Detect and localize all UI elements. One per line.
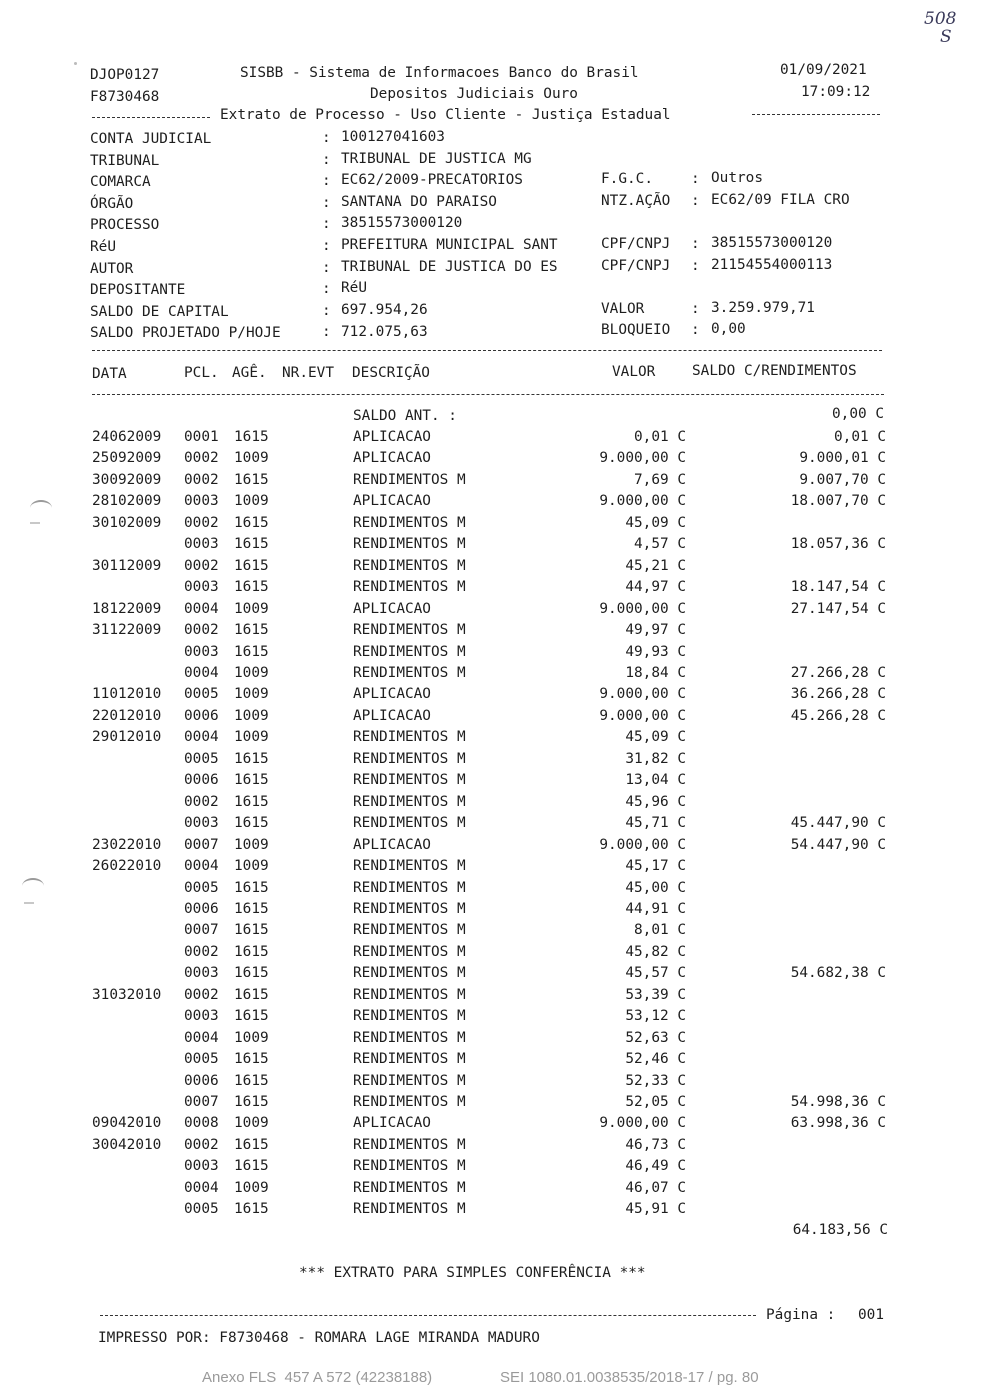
- ntz-sep: :: [691, 193, 700, 209]
- row-amount: 7,69 C: [634, 471, 686, 488]
- row-balance: 54.998,36 C: [790, 1093, 886, 1110]
- row-date: 18122009: [92, 600, 162, 617]
- row-agency: 1009: [234, 858, 269, 874]
- row-description: RENDIMENTOS M: [353, 879, 466, 896]
- row-amount: 45,96 C: [625, 793, 686, 810]
- row-pcl: 0002: [184, 793, 219, 810]
- row-date: 23022010: [92, 836, 162, 853]
- reu-cpf-label: CPF/CNPJ: [601, 236, 671, 252]
- row-pcl: 0007: [184, 836, 219, 853]
- row-description: RENDIMENTOS M: [353, 900, 466, 917]
- orgao-label: ÓRGÃO: [90, 196, 134, 212]
- row-amount: 44,97 C: [625, 579, 686, 596]
- row-pcl: 0006: [184, 1072, 219, 1089]
- conference-notice: *** EXTRATO PARA SIMPLES CONFERÊNCIA ***: [299, 1265, 646, 1281]
- row-description: RENDIMENTOS M: [353, 943, 466, 960]
- row-agency: 1615: [234, 943, 269, 960]
- row-amount: 31,82 C: [625, 750, 686, 767]
- separator-footer: [100, 1315, 756, 1316]
- punch-hole-tail-top: [30, 522, 40, 524]
- row-description: RENDIMENTOS M: [353, 815, 466, 832]
- row-agency: 1615: [234, 579, 269, 596]
- row-amount: 52,33 C: [625, 1072, 686, 1089]
- row-pcl: 0002: [184, 557, 219, 574]
- row-amount: 9.000,00 C: [599, 686, 686, 703]
- depositante-label: DEPOSITANTE: [90, 282, 186, 298]
- row-description: RENDIMENTOS M: [353, 471, 466, 488]
- page-number: 001: [858, 1307, 884, 1323]
- printed-by: IMPRESSO POR: F8730468 - ROMARA LAGE MIRANDA MADURO: [98, 1330, 540, 1346]
- row-amount: 45,82 C: [625, 943, 686, 960]
- row-date: 22012010: [92, 707, 162, 724]
- autor-cpf-value: 21154554000113: [711, 257, 833, 273]
- row-pcl: 0008: [184, 1115, 219, 1132]
- row-description: APLICACAO: [353, 429, 431, 445]
- comarca-value: EC62/2009-PRECATORIOS: [341, 172, 523, 188]
- row-amount: 52,05 C: [625, 1093, 686, 1110]
- bloqueio-label: BLOQUEIO: [601, 322, 671, 338]
- row-amount: 45,00 C: [625, 879, 686, 896]
- punch-hole-mark-bottom: [22, 878, 44, 894]
- row-agency: 1615: [234, 643, 269, 660]
- punch-hole-mark-top: [30, 500, 52, 516]
- row-pcl: 0006: [184, 900, 219, 917]
- row-amount: 45,09 C: [625, 729, 686, 746]
- row-amount: 9.000,00 C: [599, 836, 686, 853]
- row-pcl: 0005: [184, 1201, 219, 1218]
- row-agency: 1615: [234, 429, 269, 445]
- row-balance: 18.057,36 C: [790, 536, 886, 553]
- saldo-projetado-sep: :: [322, 324, 331, 340]
- row-date: 31032010: [92, 986, 162, 1003]
- annex-reference: Anexo FLS 457 A 572 (42238188): [202, 1369, 433, 1386]
- row-pcl: 0007: [184, 922, 219, 939]
- row-agency: 1009: [234, 600, 269, 617]
- row-date: 11012010: [92, 686, 162, 703]
- row-description: APLICACAO: [353, 1115, 431, 1132]
- row-pcl: 0006: [184, 707, 219, 724]
- row-agency: 1615: [234, 1093, 269, 1110]
- row-amount: 9.000,00 C: [599, 707, 686, 724]
- col-header-data: DATA: [92, 366, 127, 382]
- row-pcl: 0001: [184, 429, 219, 445]
- saldo-capital-label: SALDO DE CAPITAL: [90, 304, 229, 320]
- row-description: APLICACAO: [353, 493, 431, 510]
- row-description: APLICACAO: [353, 450, 431, 467]
- row-balance: 9.000,01 C: [799, 450, 886, 467]
- row-balance: 0,01 C: [834, 429, 886, 445]
- ntz-value: EC62/09 FILA CRO: [711, 192, 850, 208]
- row-amount: 45,17 C: [625, 858, 686, 874]
- row-description: RENDIMENTOS M: [353, 965, 466, 982]
- row-amount: 46,73 C: [625, 1136, 686, 1153]
- title-rule-left: [92, 117, 210, 118]
- saldo-anterior-label: SALDO ANT. :: [353, 408, 457, 424]
- handwritten-number: 508: [924, 9, 957, 29]
- row-description: RENDIMENTOS M: [353, 922, 466, 939]
- sei-reference: SEI 1080.01.0038535/2018-17 / pg. 80: [500, 1369, 759, 1386]
- reu-sep: :: [322, 238, 331, 254]
- reu-cpf-sep: :: [691, 236, 700, 252]
- row-agency: 1615: [234, 986, 269, 1003]
- final-balance: 64.183,56 C: [792, 1222, 888, 1238]
- row-agency: 1615: [234, 514, 269, 531]
- row-balance: 18.007,70 C: [790, 493, 886, 510]
- reu-label: RéU: [90, 239, 116, 255]
- row-description: RENDIMENTOS M: [353, 1179, 466, 1196]
- valor-label: VALOR: [601, 301, 645, 317]
- row-date: 31122009: [92, 622, 162, 638]
- saldo-capital-sep: :: [322, 303, 331, 319]
- separator-header: [92, 394, 884, 395]
- row-agency: 1009: [234, 1115, 269, 1132]
- row-description: RENDIMENTOS M: [353, 1072, 466, 1089]
- row-balance: 45.266,28 C: [790, 707, 886, 724]
- bloqueio-value: 0,00: [711, 321, 746, 337]
- row-date: 09042010: [92, 1115, 162, 1132]
- handwritten-letter: S: [940, 27, 952, 47]
- row-pcl: 0004: [184, 600, 219, 617]
- report-date: 01/09/2021: [780, 62, 867, 78]
- row-description: RENDIMENTOS M: [353, 729, 466, 746]
- row-description: RENDIMENTOS M: [353, 536, 466, 553]
- reu-cpf-value: 38515573000120: [711, 235, 833, 251]
- autor-label: AUTOR: [90, 261, 134, 277]
- system-title: SISBB - Sistema de Informacoes Banco do Brasil: [240, 65, 639, 81]
- row-amount: 52,63 C: [625, 1029, 686, 1046]
- row-description: RENDIMENTOS M: [353, 858, 466, 874]
- saldo-anterior-value: 0,00 C: [832, 406, 884, 422]
- row-amount: 13,04 C: [625, 772, 686, 789]
- row-agency: 1615: [234, 1136, 269, 1153]
- row-agency: 1009: [234, 1029, 269, 1046]
- row-balance: 27.266,28 C: [790, 665, 886, 681]
- row-pcl: 0005: [184, 879, 219, 896]
- conta-label: CONTA JUDICIAL: [90, 131, 212, 147]
- row-balance: 45.447,90 C: [790, 815, 886, 832]
- row-description: RENDIMENTOS M: [353, 1201, 466, 1218]
- orgao-sep: :: [322, 195, 331, 211]
- row-pcl: 0005: [184, 750, 219, 767]
- row-agency: 1009: [234, 686, 269, 703]
- valor-sep: :: [691, 301, 700, 317]
- fgc-value: Outros: [711, 170, 763, 186]
- row-agency: 1615: [234, 1201, 269, 1218]
- row-amount: 4,57 C: [634, 536, 686, 553]
- row-pcl: 0002: [184, 986, 219, 1003]
- page-label: Página :: [766, 1307, 836, 1323]
- row-pcl: 0005: [184, 686, 219, 703]
- row-amount: 0,01 C: [634, 429, 686, 445]
- row-description: APLICACAO: [353, 836, 431, 853]
- row-agency: 1009: [234, 707, 269, 724]
- row-description: RENDIMENTOS M: [353, 643, 466, 660]
- row-amount: 49,93 C: [625, 643, 686, 660]
- row-date: 30102009: [92, 514, 162, 531]
- row-amount: 49,97 C: [625, 622, 686, 638]
- bloqueio-sep: :: [691, 322, 700, 338]
- conta-sep: :: [322, 130, 331, 146]
- row-pcl: 0004: [184, 665, 219, 681]
- row-date: 30092009: [92, 471, 162, 488]
- row-pcl: 0004: [184, 1179, 219, 1196]
- col-header-nrevt: NR.EVT: [282, 365, 334, 381]
- row-agency: 1009: [234, 1179, 269, 1196]
- saldo-projetado-value: 712.075,63: [341, 324, 428, 340]
- autor-cpf-sep: :: [691, 258, 700, 274]
- row-amount: 9.000,00 C: [599, 493, 686, 510]
- autor-sep: :: [322, 260, 331, 276]
- row-date: 28102009: [92, 493, 162, 510]
- row-amount: 46,49 C: [625, 1158, 686, 1175]
- row-amount: 9.000,00 C: [599, 1115, 686, 1132]
- row-description: RENDIMENTOS M: [353, 793, 466, 810]
- row-pcl: 0007: [184, 1093, 219, 1110]
- row-date: 25092009: [92, 450, 162, 467]
- depositante-sep: :: [322, 281, 331, 297]
- tribunal-label: TRIBUNAL: [90, 153, 160, 169]
- col-header-descricao: DESCRIÇÃO: [352, 365, 430, 381]
- row-agency: 1615: [234, 793, 269, 810]
- reu-value: PREFEITURA MUNICIPAL SANT: [341, 237, 558, 253]
- orgao-value: SANTANA DO PARAISO: [341, 194, 497, 210]
- row-balance: 54.447,90 C: [790, 836, 886, 853]
- punch-hole-tail-bottom: [24, 902, 34, 904]
- program-code: DJOP0127: [90, 67, 160, 83]
- col-header-age: AGÊ.: [232, 365, 267, 381]
- row-description: RENDIMENTOS M: [353, 1093, 466, 1110]
- row-amount: 45,71 C: [625, 815, 686, 832]
- comarca-label: COMARCA: [90, 174, 151, 190]
- row-description: RENDIMENTOS M: [353, 986, 466, 1003]
- subsystem-title: Depositos Judiciais Ouro: [370, 86, 578, 102]
- row-description: APLICACAO: [353, 707, 431, 724]
- row-agency: 1615: [234, 1051, 269, 1067]
- row-agency: 1615: [234, 815, 269, 832]
- row-pcl: 0004: [184, 858, 219, 874]
- row-agency: 1615: [234, 622, 269, 638]
- row-amount: 44,91 C: [625, 900, 686, 917]
- row-amount: 45,91 C: [625, 1201, 686, 1218]
- row-agency: 1615: [234, 965, 269, 982]
- saldo-capital-value: 697.954,26: [341, 302, 428, 318]
- scan-speck: [74, 62, 77, 65]
- row-agency: 1615: [234, 772, 269, 789]
- comarca-sep: :: [322, 173, 331, 189]
- row-description: RENDIMENTOS M: [353, 1008, 466, 1025]
- row-balance: 9.007,70 C: [799, 471, 886, 488]
- user-code: F8730468: [90, 89, 160, 105]
- depositante-value: RéU: [341, 280, 367, 296]
- row-agency: 1615: [234, 471, 269, 488]
- row-pcl: 0003: [184, 815, 219, 832]
- row-amount: 9.000,00 C: [599, 600, 686, 617]
- row-amount: 45,21 C: [625, 557, 686, 574]
- row-pcl: 0003: [184, 643, 219, 660]
- row-pcl: 0003: [184, 493, 219, 510]
- row-agency: 1615: [234, 557, 269, 574]
- processo-label: PROCESSO: [90, 217, 160, 233]
- row-pcl: 0003: [184, 965, 219, 982]
- row-pcl: 0004: [184, 729, 219, 746]
- row-pcl: 0002: [184, 1136, 219, 1153]
- separator-top: [92, 350, 882, 351]
- row-description: RENDIMENTOS M: [353, 557, 466, 574]
- row-balance: 27.147,54 C: [790, 600, 886, 617]
- fgc-sep: :: [691, 171, 700, 187]
- autor-value: TRIBUNAL DE JUSTICA DO ES: [341, 259, 558, 275]
- row-agency: 1615: [234, 879, 269, 896]
- row-amount: 45,09 C: [625, 514, 686, 531]
- row-agency: 1615: [234, 1158, 269, 1175]
- processo-sep: :: [322, 216, 331, 232]
- row-description: RENDIMENTOS M: [353, 1136, 466, 1153]
- row-agency: 1009: [234, 665, 269, 681]
- row-balance: 36.266,28 C: [790, 686, 886, 703]
- extract-title: Extrato de Processo - Uso Cliente - Justiça Estadual: [220, 107, 671, 123]
- row-agency: 1009: [234, 836, 269, 853]
- valor-value: 3.259.979,71: [711, 300, 815, 316]
- row-amount: 45,57 C: [625, 965, 686, 982]
- row-description: RENDIMENTOS M: [353, 750, 466, 767]
- row-description: RENDIMENTOS M: [353, 622, 466, 638]
- handwritten-page-number: [924, 10, 956, 46]
- row-agency: 1615: [234, 536, 269, 553]
- autor-cpf-label: CPF/CNPJ: [601, 258, 671, 274]
- row-balance: 63.998,36 C: [790, 1115, 886, 1132]
- row-amount: 9.000,00 C: [599, 450, 686, 467]
- row-agency: 1009: [234, 729, 269, 746]
- title-rule-right: [752, 114, 880, 115]
- tribunal-value: TRIBUNAL DE JUSTICA MG: [341, 151, 532, 167]
- row-agency: 1615: [234, 1072, 269, 1089]
- row-agency: 1615: [234, 1008, 269, 1025]
- row-pcl: 0003: [184, 1158, 219, 1175]
- row-description: RENDIMENTOS M: [353, 579, 466, 596]
- row-description: APLICACAO: [353, 600, 431, 617]
- row-pcl: 0002: [184, 622, 219, 638]
- row-pcl: 0002: [184, 943, 219, 960]
- saldo-projetado-label: SALDO PROJETADO P/HOJE: [90, 325, 281, 341]
- row-amount: 52,46 C: [625, 1051, 686, 1067]
- row-pcl: 0002: [184, 471, 219, 488]
- row-pcl: 0002: [184, 514, 219, 531]
- row-agency: 1615: [234, 750, 269, 767]
- row-amount: 53,39 C: [625, 986, 686, 1003]
- col-header-pcl: PCL.: [184, 365, 219, 381]
- row-agency: 1009: [234, 493, 269, 510]
- row-pcl: 0003: [184, 536, 219, 553]
- report-time: 17:09:12: [801, 84, 871, 100]
- processo-value: 38515573000120: [341, 215, 463, 231]
- row-pcl: 0002: [184, 450, 219, 467]
- row-date: 26022010: [92, 858, 162, 874]
- row-description: RENDIMENTOS M: [353, 772, 466, 789]
- row-pcl: 0006: [184, 772, 219, 789]
- col-header-saldo: SALDO C/RENDIMENTOS: [692, 363, 857, 379]
- row-amount: 8,01 C: [634, 922, 686, 939]
- row-pcl: 0003: [184, 1008, 219, 1025]
- row-balance: 54.682,38 C: [790, 965, 886, 982]
- conta-value: 100127041603: [341, 129, 445, 145]
- row-date: 29012010: [92, 729, 162, 746]
- row-description: RENDIMENTOS M: [353, 514, 466, 531]
- row-description: RENDIMENTOS M: [353, 1051, 466, 1067]
- row-date: 30112009: [92, 557, 162, 574]
- row-description: RENDIMENTOS M: [353, 1029, 466, 1046]
- row-amount: 46,07 C: [625, 1179, 686, 1196]
- row-balance: 18.147,54 C: [790, 579, 886, 596]
- row-date: 30042010: [92, 1136, 162, 1153]
- row-pcl: 0003: [184, 579, 219, 596]
- row-date: 24062009: [92, 429, 162, 445]
- tribunal-sep: :: [322, 152, 331, 168]
- row-amount: 18,84 C: [625, 665, 686, 681]
- row-description: RENDIMENTOS M: [353, 665, 466, 681]
- fgc-label: F.G.C.: [601, 171, 653, 187]
- ntz-label: NTZ.AÇÃO: [601, 193, 671, 209]
- row-pcl: 0004: [184, 1029, 219, 1046]
- col-header-valor: VALOR: [612, 364, 656, 380]
- row-description: APLICACAO: [353, 686, 431, 703]
- row-agency: 1615: [234, 900, 269, 917]
- row-agency: 1009: [234, 450, 269, 467]
- row-agency: 1615: [234, 922, 269, 939]
- row-pcl: 0005: [184, 1051, 219, 1067]
- row-amount: 53,12 C: [625, 1008, 686, 1025]
- row-description: RENDIMENTOS M: [353, 1158, 466, 1175]
